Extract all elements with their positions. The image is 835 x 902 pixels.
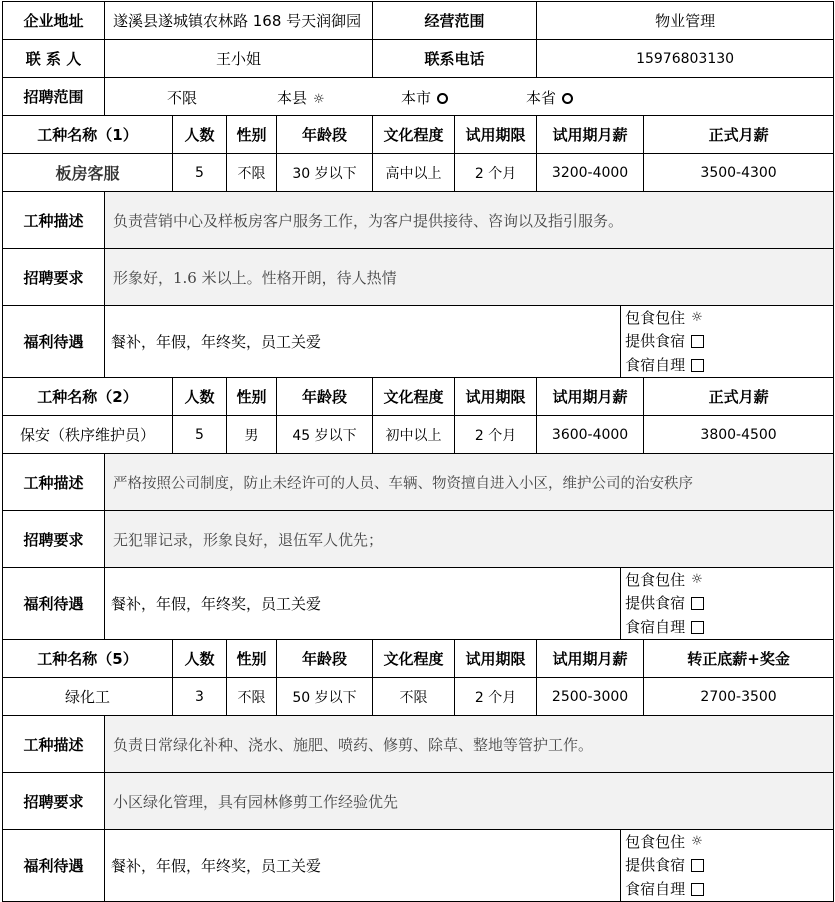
- benefits-label: 福利待遇: [3, 568, 105, 640]
- job-description: 严格按照公司制度，防止未经许可的人员、车辆、物资擅自进入小区，维护公司的治安秩序: [105, 454, 834, 511]
- job-probation: 2 个月: [455, 416, 537, 454]
- lodging-options: [621, 568, 833, 639]
- company-address: 遂溪县遂城镇农林路 168 号天润御园: [105, 2, 373, 40]
- job-education: 不限: [373, 678, 455, 716]
- job-requirements: 形象好，1.6 米以上。性格开朗，待人热情: [105, 249, 834, 306]
- job-count: 5: [173, 154, 227, 192]
- checkbox-icon: [691, 359, 704, 372]
- job-benefits: 餐补，年假，年终奖，员工关爱: [105, 568, 621, 639]
- option-meals-provided[interactable]: 提供食宿: [625, 855, 833, 875]
- contact-label: 联 系 人: [3, 40, 105, 78]
- job-education: 高中以上: [373, 154, 455, 192]
- option-self-arranged[interactable]: 食宿自理: [625, 355, 833, 375]
- address-label: 企业地址: [3, 2, 105, 40]
- sun-icon: ☼: [313, 91, 325, 107]
- option-self-arranged[interactable]: 食宿自理: [625, 617, 833, 637]
- job-2-benefits-row: [3, 568, 834, 640]
- business-scope: 物业管理: [537, 2, 834, 40]
- range-option-province[interactable]: 本省: [526, 87, 573, 108]
- job-requirements: 无犯罪记录，形象良好，退伍军人优先；: [105, 511, 834, 568]
- job-3-header-row: [3, 640, 834, 678]
- job-1-values-row: [3, 154, 834, 192]
- range-option-city[interactable]: 本市: [401, 87, 448, 108]
- count-label: 人数: [173, 116, 227, 154]
- recruit-range-row: [3, 78, 834, 116]
- job-gender: 不限: [227, 678, 277, 716]
- job-1-header-row: [3, 116, 834, 154]
- job-title-label: 工种名称（2）: [3, 378, 173, 416]
- recruit-range-options: [105, 78, 834, 116]
- final-salary-label: 转正底薪+奖金: [644, 640, 834, 678]
- sun-icon: ☼: [691, 571, 703, 587]
- phone-label: 联系电话: [373, 40, 537, 78]
- job-gender: 男: [227, 416, 277, 454]
- job-probation-salary: 3200-4000: [537, 154, 644, 192]
- req-label: 招聘要求: [3, 511, 105, 568]
- req-label: 招聘要求: [3, 249, 105, 306]
- range-option-county[interactable]: 本县 ☼: [277, 88, 325, 107]
- job-description: 负责日常绿化补种、浇水、施肥、喷药、修剪、除草、整地等管护工作。: [105, 716, 834, 773]
- benefits-cell: [105, 830, 834, 902]
- gender-label: 性别: [227, 378, 277, 416]
- probation-label: 试用期限: [455, 378, 537, 416]
- education-label: 文化程度: [373, 116, 455, 154]
- sun-icon: ☼: [691, 833, 703, 849]
- job-title-label: 工种名称（5）: [3, 640, 173, 678]
- contact-person: 王小姐: [105, 40, 373, 78]
- gender-label: 性别: [227, 640, 277, 678]
- job-gender: 不限: [227, 154, 277, 192]
- age-label: 年龄段: [277, 378, 373, 416]
- gender-label: 性别: [227, 116, 277, 154]
- benefits-cell: [105, 568, 834, 640]
- job-name: 绿化工: [3, 678, 173, 716]
- req-label: 招聘要求: [3, 773, 105, 830]
- benefits-label: 福利待遇: [3, 830, 105, 902]
- job-title-label: 工种名称（1）: [3, 116, 173, 154]
- benefits-cell: [105, 306, 834, 378]
- job-1-benefits-row: [3, 306, 834, 378]
- contact-row: [3, 40, 834, 78]
- job-final-salary: 2700-3500: [644, 678, 834, 716]
- recruitment-table: [2, 1, 834, 902]
- job-probation: 2 个月: [455, 154, 537, 192]
- job-name: 保安（秩序维护员）: [3, 416, 173, 454]
- option-meals-provided[interactable]: 提供食宿: [625, 593, 833, 613]
- education-label: 文化程度: [373, 378, 455, 416]
- job-2-desc-row: [3, 454, 834, 511]
- job-3-desc-row: [3, 716, 834, 773]
- job-age: 45 岁以下: [277, 416, 373, 454]
- probation-salary-label: 试用期月薪: [537, 640, 644, 678]
- probation-salary-label: 试用期月薪: [537, 116, 644, 154]
- count-label: 人数: [173, 640, 227, 678]
- desc-label: 工种描述: [3, 192, 105, 249]
- probation-salary-label: 试用期月薪: [537, 378, 644, 416]
- job-count: 5: [173, 416, 227, 454]
- age-label: 年龄段: [277, 116, 373, 154]
- education-label: 文化程度: [373, 640, 455, 678]
- count-label: 人数: [173, 378, 227, 416]
- job-2-req-row: [3, 511, 834, 568]
- job-age: 30 岁以下: [277, 154, 373, 192]
- final-salary-label: 正式月薪: [644, 116, 834, 154]
- job-probation-salary: 3600-4000: [537, 416, 644, 454]
- final-salary-label: 正式月薪: [644, 378, 834, 416]
- checkbox-icon: [691, 621, 704, 634]
- job-final-salary: 3500-4300: [644, 154, 834, 192]
- company-address-row: [3, 2, 834, 40]
- desc-label: 工种描述: [3, 716, 105, 773]
- business-scope-label: 经营范围: [373, 2, 537, 40]
- lodging-options: [621, 830, 833, 901]
- phone-number: 15976803130: [537, 40, 834, 78]
- checkbox-icon: [691, 883, 704, 896]
- radio-ring-icon: [437, 93, 448, 104]
- job-3-req-row: [3, 773, 834, 830]
- job-probation-salary: 2500-3000: [537, 678, 644, 716]
- range-option-unlimited[interactable]: 不限: [167, 88, 198, 107]
- sun-icon: ☼: [691, 309, 703, 325]
- job-count: 3: [173, 678, 227, 716]
- probation-label: 试用期限: [455, 116, 537, 154]
- job-3-values-row: [3, 678, 834, 716]
- job-description: 负责营销中心及样板房客户服务工作，为客户提供接待、咨询以及指引服务。: [105, 192, 834, 249]
- option-board-lodging[interactable]: 包食包住 ☼: [625, 308, 703, 327]
- benefits-label: 福利待遇: [3, 306, 105, 378]
- job-probation: 2 个月: [455, 678, 537, 716]
- probation-label: 试用期限: [455, 640, 537, 678]
- lodging-options: [621, 306, 833, 377]
- checkbox-icon: [691, 597, 704, 610]
- job-benefits: 餐补，年假，年终奖，员工关爱: [105, 306, 621, 377]
- option-meals-provided[interactable]: 提供食宿: [625, 331, 833, 351]
- desc-label: 工种描述: [3, 454, 105, 511]
- checkbox-icon: [691, 335, 704, 348]
- checkbox-icon: [691, 859, 704, 872]
- job-2-header-row: [3, 378, 834, 416]
- radio-ring-icon: [562, 93, 573, 104]
- recruit-range-label: 招聘范围: [3, 78, 105, 116]
- job-2-values-row: [3, 416, 834, 454]
- option-board-lodging[interactable]: 包食包住 ☼: [625, 570, 703, 589]
- age-label: 年龄段: [277, 640, 373, 678]
- option-self-arranged[interactable]: 食宿自理: [625, 879, 833, 899]
- job-requirements: 小区绿化管理，具有园林修剪工作经验优先: [105, 773, 834, 830]
- job-1-desc-row: [3, 192, 834, 249]
- job-age: 50 岁以下: [277, 678, 373, 716]
- job-benefits: 餐补，年假，年终奖，员工关爱: [105, 830, 621, 901]
- job-final-salary: 3800-4500: [644, 416, 834, 454]
- job-education: 初中以上: [373, 416, 455, 454]
- option-board-lodging[interactable]: 包食包住 ☼: [625, 832, 703, 851]
- job-3-benefits-row: [3, 830, 834, 902]
- job-1-req-row: [3, 249, 834, 306]
- job-name: 板房客服: [3, 154, 173, 192]
